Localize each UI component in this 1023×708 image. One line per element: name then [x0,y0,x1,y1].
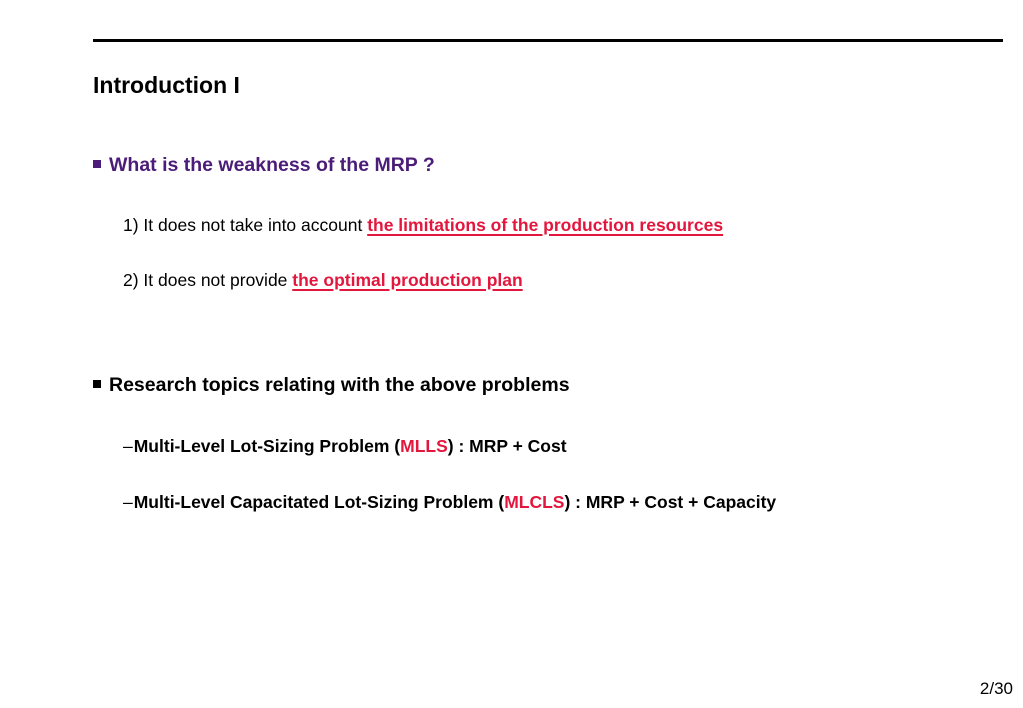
section-heading-weakness [93,152,435,178]
emphasis-link-production-resources[interactable]: the limitations of the production resources [367,215,724,235]
emphasis-link-optimal-plan[interactable]: the optimal production plan [292,270,523,290]
research-item-mlls [123,434,567,458]
dash-icon: – [123,436,133,456]
research-item-text: Multi-Level Lot-Sizing Problem ( [133,436,401,456]
acronym-mlcls: MLCLS [504,492,565,512]
research-item-mlcls [123,490,776,514]
dash-icon: – [123,492,133,512]
header-rule [93,39,1003,42]
slide-title: Introduction I [93,72,240,98]
weakness-item-1 [123,213,723,237]
section-heading-text: What is the weakness of the MRP ? [109,154,435,176]
weakness-item-2 [123,268,523,292]
weakness-item-text: 1) It does not take into account [123,215,368,235]
weakness-item-text: 2) It does not provide [123,270,293,290]
square-bullet-icon [93,380,101,388]
acronym-mlls: MLLS [400,436,448,456]
square-bullet-icon [93,160,101,168]
page-number: 2/30 [979,679,1013,698]
research-item-suffix: ) : MRP + Cost [447,436,567,456]
research-item-text: Multi-Level Capacitated Lot-Sizing Problem ( [133,492,505,512]
section-heading-research-topics [93,372,570,398]
research-item-suffix: ) : MRP + Cost + Capacity [564,492,777,512]
section-heading-text: Research topics relating with the above problems [109,374,570,396]
